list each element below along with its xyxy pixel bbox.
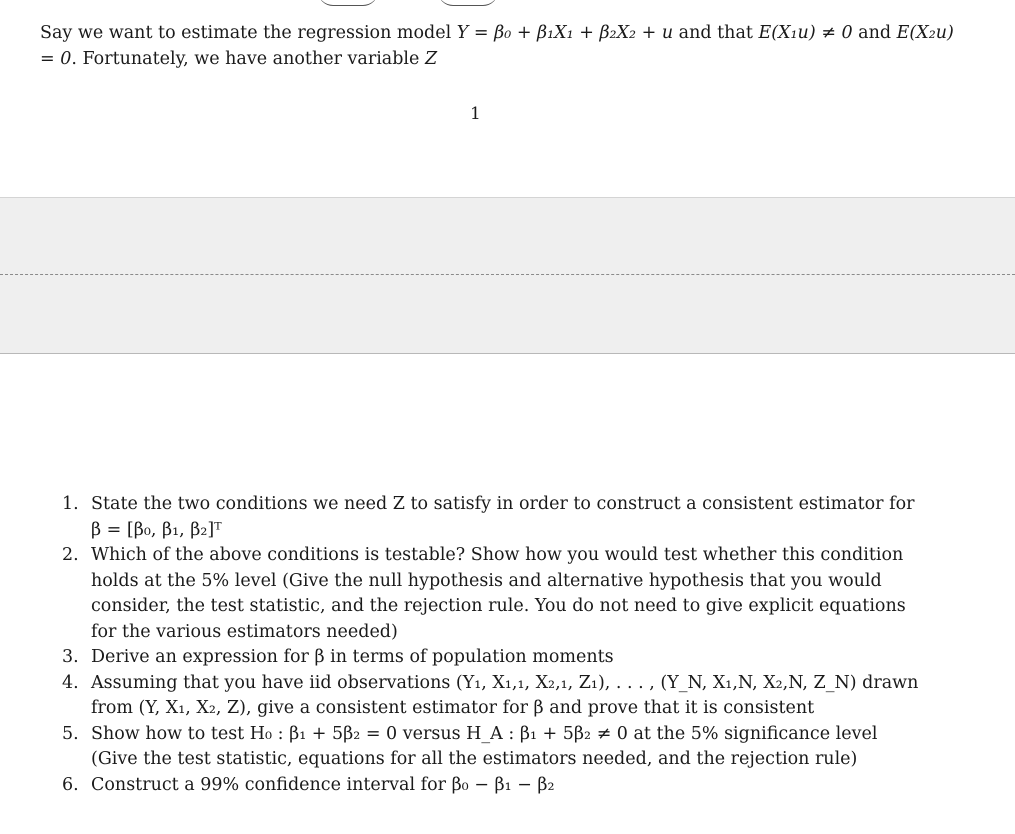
question-item: [62, 492, 924, 543]
question-item: [62, 671, 924, 722]
intro-text: and: [852, 23, 897, 43]
question-text: Which of the above conditions is testable? Show how you would test whether this condition holds at the 5% level (Give the null hypothesis and alternative hypothesis that you would consider, the test statistic, and the rejection rule. You do not need to give explicit equations for the various estimators needed): [91, 545, 906, 642]
exogeneity-condition: E(X₂u) = 0: [40, 23, 954, 69]
previous-page-fragment: [0, 0, 1015, 8]
dashed-divider: [0, 274, 1015, 275]
question-list: [62, 492, 924, 798]
cropped-glyph: [438, 0, 498, 6]
question-text: Show how to test H₀ : β₁ + 5β₂ = 0 versus H_A : β₁ + 5β₂ ≠ 0 at the 5% significance level (Give the test statistic, equations for all the estimators needed, and the rejection rule): [91, 723, 878, 769]
question-number: 3.: [62, 647, 79, 667]
page-number: 1: [470, 104, 481, 124]
question-number: 4.: [62, 672, 79, 693]
question-number: 1.: [62, 494, 79, 514]
question-item: [62, 645, 924, 671]
question-text: Construct a 99% confidence interval for β₀ − β₁ − β₂: [91, 774, 555, 795]
question-number: 5.: [62, 723, 79, 744]
intro-text: Say we want to estimate the regression model: [40, 23, 457, 43]
question-text: Derive an expression for β in terms of population moments: [91, 647, 614, 667]
question-number: 6.: [62, 774, 79, 795]
question-item: [62, 722, 924, 773]
question-text: Assuming that you have iid observations (Y₁, X₁,₁, X₂,₁, Z₁), . . . , (Y_N, X₁,N, X₂,N, Z_N) drawn from (Y, X₁, X₂, Z), give a consistent estimator for β and prove that it is consistent: [91, 672, 919, 718]
intro-text: . Fortunately, we have another variable: [71, 49, 425, 69]
endogeneity-condition: E(X₁u) ≠ 0: [758, 23, 853, 43]
question-item: [62, 543, 924, 645]
instrument-variable: Z: [424, 49, 438, 69]
question-item: [62, 773, 924, 799]
question-text: State the two conditions we need Z to satisfy in order to construct a consistent estimator for β = [β₀, β₁, β₂]ᵀ: [91, 494, 915, 540]
intro-text: and that: [673, 23, 759, 43]
cropped-glyph: [318, 0, 378, 6]
question-number: 2.: [62, 545, 79, 565]
regression-model-equation: Y = β₀ + β₁X₁ + β₂X₂ + u: [456, 23, 674, 43]
intro-paragraph: [40, 20, 970, 72]
page-separator-band: [0, 197, 1015, 354]
